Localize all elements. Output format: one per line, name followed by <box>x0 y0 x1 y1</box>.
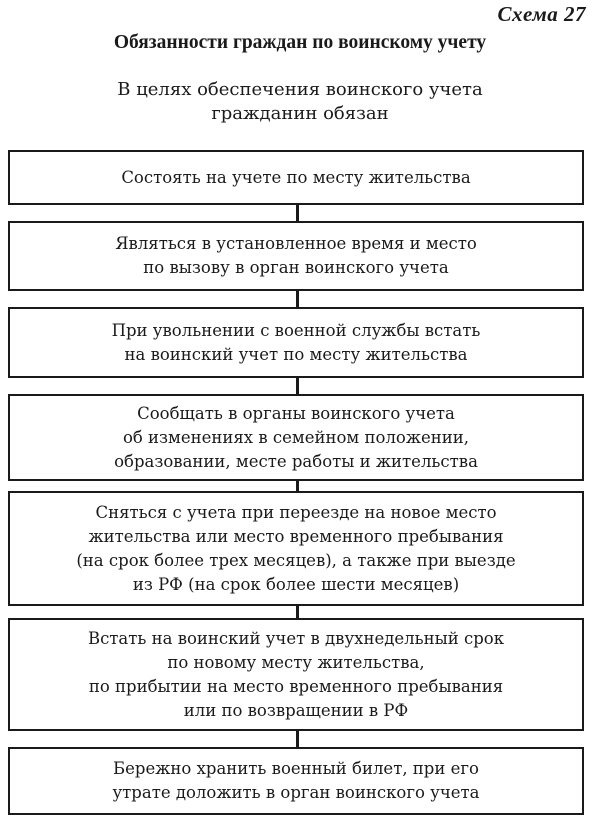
duty-box-keep-military-id <box>8 747 584 815</box>
box-text-line: Сообщать в органы воинского учета <box>137 403 455 423</box>
box-text-line: Сняться с учета при переезде на новое место <box>95 502 497 522</box>
diagram-title: Обязанности граждан по воинскому учету <box>113 32 487 53</box>
connector-line <box>296 289 299 309</box>
duty-box-register-residence <box>8 150 584 205</box>
box-text-line: жительства или место временного пребывания <box>88 526 504 546</box>
box-text-line: При увольнении с военной службы встать <box>111 320 481 340</box>
box-text-line: по новому месту жительства, <box>167 652 425 672</box>
connector-line <box>296 376 299 396</box>
intro-line: В целях обеспечения воинского учета <box>117 79 483 100</box>
box-text-line: утрате доложить в орган воинского учета <box>112 783 480 802</box>
duty-box-deregister-on-move <box>8 491 584 606</box>
scheme-number: Схема 27 <box>497 2 586 26</box>
box-text-line: по прибытии на место временного пребывания <box>88 676 504 696</box>
box-text-line: (на срок более трех месяцев), а также при выезде <box>76 550 516 570</box>
box-text-line: Встать на воинский учет в двухнедельный срок <box>87 628 505 648</box>
box-text-line: Бережно хранить военный билет, при его <box>113 759 479 778</box>
box-text-line: из РФ (на срок более шести месяцев) <box>132 574 460 594</box>
box-text-line: об изменениях в семейном положении, <box>122 427 470 447</box>
intro-line: гражданин обязан <box>211 103 389 124</box>
duty-box-register-new-place <box>8 618 584 731</box>
connector-line <box>296 203 299 223</box>
connector-line <box>296 729 299 749</box>
duty-box-appear-on-summons <box>8 221 584 291</box>
box-text-line: Состоять на учете по месту жительства <box>121 167 471 187</box>
box-text-line: на воинский учет по месту жительства <box>124 344 468 364</box>
box-text-line: Являться в установленное время и место <box>115 234 477 253</box>
box-text-line: или по возвращении в РФ <box>183 700 409 720</box>
duty-box-report-changes <box>8 394 584 481</box>
intro-text <box>60 78 540 126</box>
box-text-line: по вызову в орган воинского учета <box>143 258 449 277</box>
box-text-line: образовании, месте работы и жительства <box>114 451 478 471</box>
duty-box-register-after-discharge <box>8 307 584 378</box>
